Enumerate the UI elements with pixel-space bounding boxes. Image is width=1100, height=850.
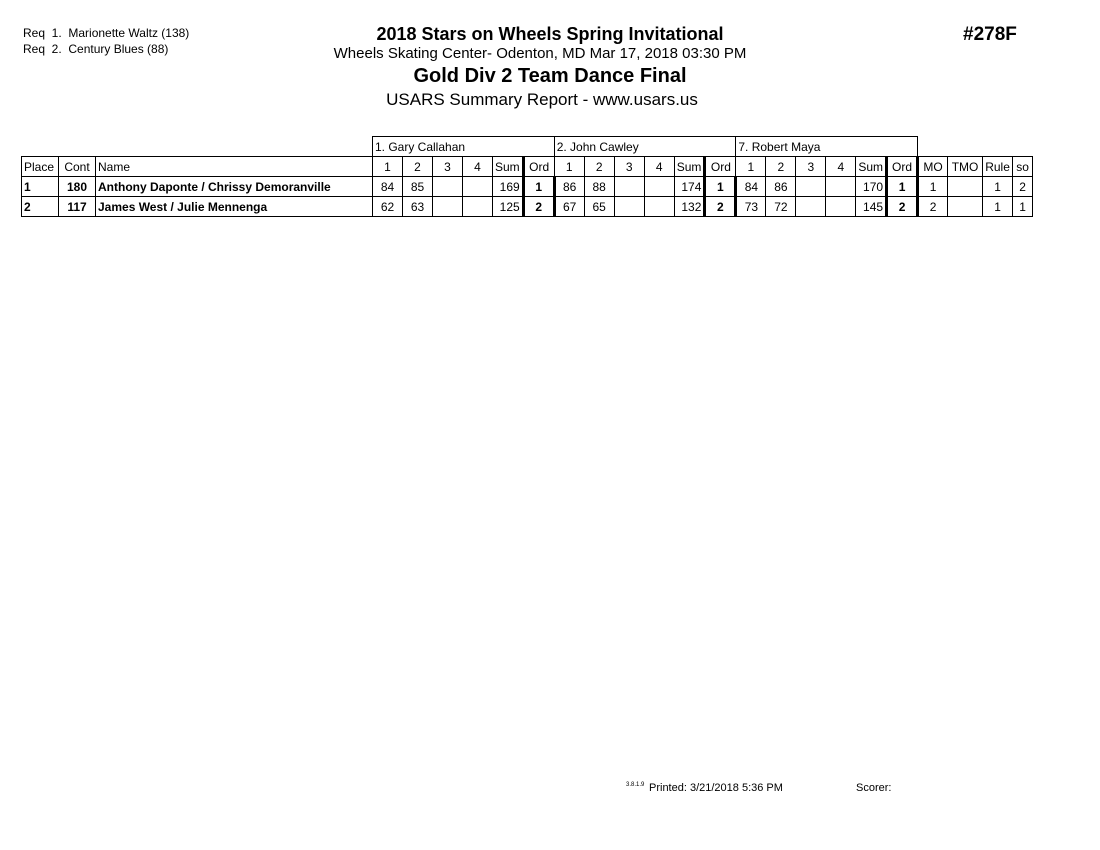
score-cell: 72 — [766, 197, 796, 217]
score-cell — [433, 177, 463, 197]
score-cell: 84 — [736, 177, 766, 197]
ord-cell: 1 — [887, 177, 918, 197]
col-rule: Rule — [983, 157, 1013, 177]
rule-cell: 1 — [983, 197, 1013, 217]
ord-cell: 2 — [705, 197, 736, 217]
place-cell: 2 — [22, 197, 59, 217]
col-score: 1 — [554, 157, 584, 177]
version-label: 3.8.1.9 — [626, 782, 645, 788]
score-cell — [463, 177, 493, 197]
score-cell — [796, 197, 826, 217]
requirement-2: Req 2. Century Blues (88) — [23, 42, 169, 56]
col-cont: Cont — [59, 157, 96, 177]
col-place: Place — [22, 157, 59, 177]
sum-cell: 132 — [674, 197, 705, 217]
mo-cell: 1 — [918, 177, 948, 197]
score-cell: 84 — [373, 177, 403, 197]
ord-cell: 1 — [523, 177, 554, 197]
mo-cell: 2 — [918, 197, 948, 217]
report-subtitle: USARS Summary Report - www.usars.us — [386, 90, 698, 109]
results-table — [21, 136, 1033, 217]
score-cell: 65 — [584, 197, 614, 217]
ord-cell: 2 — [887, 197, 918, 217]
event-title: 2018 Stars on Wheels Spring Invitational — [376, 24, 724, 44]
so-cell: 2 — [1013, 177, 1033, 197]
so-cell: 1 — [1013, 197, 1033, 217]
col-score: 4 — [644, 157, 674, 177]
score-cell — [614, 197, 644, 217]
scorer-label: Scorer: — [856, 782, 892, 794]
col-tmo: TMO — [948, 157, 983, 177]
sum-cell: 145 — [856, 197, 887, 217]
score-cell — [826, 177, 856, 197]
score-cell: 88 — [584, 177, 614, 197]
name-cell: James West / Julie Mennenga — [96, 197, 373, 217]
sum-cell: 125 — [493, 197, 524, 217]
col-sum: Sum — [493, 157, 524, 177]
sum-cell: 174 — [674, 177, 705, 197]
sum-cell: 170 — [856, 177, 887, 197]
col-score: 1 — [736, 157, 766, 177]
score-cell: 85 — [403, 177, 433, 197]
venue-line: Wheels Skating Center- Odenton, MD Mar 17, 2018 03:30 PM — [333, 45, 747, 62]
place-cell: 1 — [22, 177, 59, 197]
report-number: #278F — [963, 24, 1017, 45]
judge-header-3: 7. Robert Maya — [736, 137, 918, 157]
score-cell: 73 — [736, 197, 766, 217]
col-ord: Ord — [887, 157, 918, 177]
tmo-cell — [948, 177, 983, 197]
cont-cell: 117 — [59, 197, 96, 217]
score-cell — [644, 197, 674, 217]
score-cell — [644, 177, 674, 197]
score-cell: 62 — [373, 197, 403, 217]
col-score: 3 — [796, 157, 826, 177]
col-name: Name — [96, 157, 373, 177]
table-row — [22, 177, 1033, 197]
score-cell: 86 — [554, 177, 584, 197]
requirement-1: Req 1. Marionette Waltz (138) — [23, 26, 190, 40]
col-mo: MO — [918, 157, 948, 177]
cont-cell: 180 — [59, 177, 96, 197]
col-ord: Ord — [523, 157, 554, 177]
score-cell — [796, 177, 826, 197]
col-score: 4 — [826, 157, 856, 177]
col-score: 2 — [403, 157, 433, 177]
col-so: so — [1013, 157, 1033, 177]
name-cell: Anthony Daponte / Chrissy Demoranville — [96, 177, 373, 197]
table-row — [22, 197, 1033, 217]
score-cell — [463, 197, 493, 217]
col-score: 1 — [373, 157, 403, 177]
score-cell: 86 — [766, 177, 796, 197]
rule-cell: 1 — [983, 177, 1013, 197]
col-sum: Sum — [674, 157, 705, 177]
printed-timestamp: Printed: 3/21/2018 5:36 PM — [649, 782, 783, 794]
score-cell — [433, 197, 463, 217]
col-score: 4 — [463, 157, 493, 177]
col-score: 2 — [584, 157, 614, 177]
score-cell: 67 — [554, 197, 584, 217]
col-ord: Ord — [705, 157, 736, 177]
column-header-row — [22, 157, 1033, 177]
score-cell: 63 — [403, 197, 433, 217]
judge-header-1: 1. Gary Callahan — [373, 137, 555, 157]
col-score: 3 — [433, 157, 463, 177]
ord-cell: 2 — [523, 197, 554, 217]
judge-header-2: 2. John Cawley — [554, 137, 736, 157]
col-score: 3 — [614, 157, 644, 177]
ord-cell: 1 — [705, 177, 736, 197]
score-cell — [614, 177, 644, 197]
page-title: Gold Div 2 Team Dance Final — [413, 65, 687, 87]
sum-cell: 169 — [493, 177, 524, 197]
col-score: 2 — [766, 157, 796, 177]
tmo-cell — [948, 197, 983, 217]
col-sum: Sum — [856, 157, 887, 177]
score-cell — [826, 197, 856, 217]
